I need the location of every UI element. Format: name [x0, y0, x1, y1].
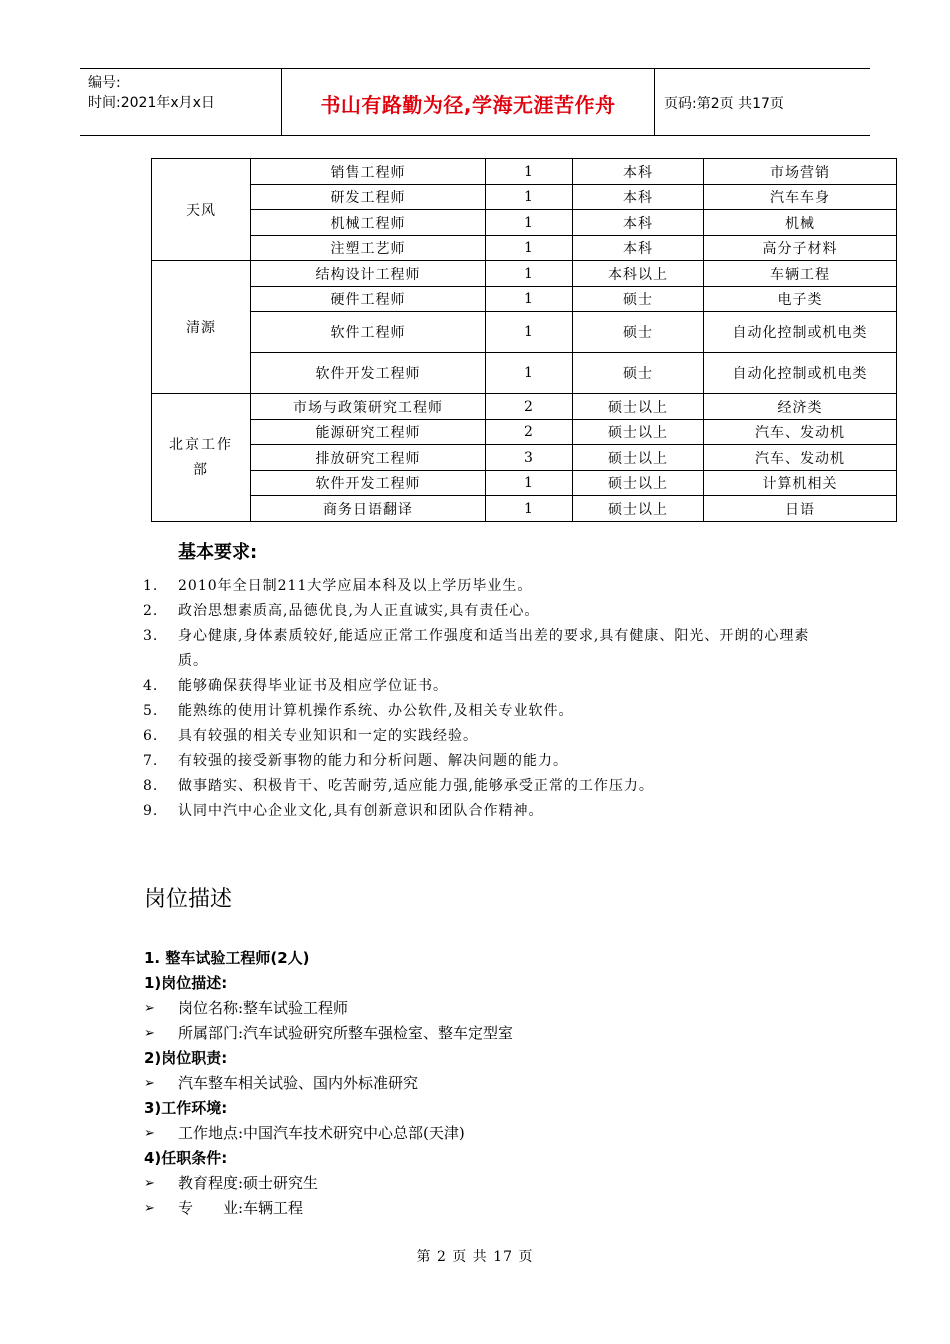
degree-cell: 硕士以上	[573, 420, 704, 445]
section-heading: 2)岗位职责:	[144, 1049, 228, 1067]
list-number: 7.	[143, 753, 159, 769]
list-item	[144, 1121, 844, 1146]
list-item	[144, 1171, 844, 1196]
position-cell: 软件开发工程师	[251, 471, 486, 496]
header-meta	[88, 73, 215, 113]
degree-cell: 硕士	[573, 353, 704, 394]
major-cell: 自动化控制或机电类	[704, 353, 897, 394]
list-number: 1.	[143, 578, 159, 594]
table-row	[152, 420, 897, 445]
count-cell: 1	[486, 496, 573, 522]
header-number: 编号:	[88, 75, 121, 91]
degree-cell: 本科	[573, 159, 704, 185]
major-cell: 日语	[704, 496, 897, 522]
major-cell: 汽车、发动机	[704, 420, 897, 445]
group-cell: 天风	[152, 159, 251, 261]
section-heading: 1)岗位描述:	[144, 974, 228, 992]
major-cell: 经济类	[704, 394, 897, 420]
major-cell: 市场营销	[704, 159, 897, 185]
arrowhead-bullet-icon: ➢	[144, 1026, 155, 1041]
table-row	[152, 287, 897, 312]
list-text: 政治思想素质高,品德优良,为人正直诚实,具有责任心。	[178, 603, 540, 619]
list-text: 具有较强的相关专业知识和一定的实践经验。	[178, 728, 478, 744]
position-cell: 销售工程师	[251, 159, 486, 185]
position-cell: 硬件工程师	[251, 287, 486, 312]
count-cell: 1	[486, 287, 573, 312]
header-motto: 书山有路勤为径,学海无涯苦作舟	[320, 93, 616, 117]
position-cell: 机械工程师	[251, 210, 486, 236]
list-item	[144, 996, 844, 1021]
count-cell: 2	[486, 420, 573, 445]
list-text: 能熟练的使用计算机操作系统、办公软件,及相关专业软件。	[178, 703, 574, 719]
major-cell: 自动化控制或机电类	[704, 312, 897, 353]
list-text: 身心健康,身体素质较好,能适应正常工作强度和适当出差的要求,具有健康、阳光、开朗的心理素质。	[178, 628, 810, 669]
page-footer: 第 2 页 共 17 页	[416, 1249, 534, 1265]
major-cell: 电子类	[704, 287, 897, 312]
group-name: 北京工作部	[169, 436, 233, 478]
major-cell: 高分子材料	[704, 236, 897, 261]
table-row	[152, 471, 897, 496]
list-item	[144, 1021, 844, 1046]
list-text: 能够确保获得毕业证书及相应学位证书。	[178, 678, 448, 694]
list-number: 4.	[143, 678, 159, 694]
count-cell: 1	[486, 312, 573, 353]
list-item	[143, 799, 843, 824]
header-divider	[654, 69, 655, 135]
list-number: 6.	[143, 728, 159, 744]
major-cell: 车辆工程	[704, 261, 897, 287]
count-cell: 2	[486, 394, 573, 420]
degree-cell: 硕士	[573, 287, 704, 312]
list-item	[143, 574, 843, 599]
table-row	[152, 496, 897, 522]
list-text: 2010年全日制211大学应届本科及以上学历毕业生。	[178, 578, 533, 594]
position-cell: 注塑工艺师	[251, 236, 486, 261]
list-item	[144, 1196, 844, 1221]
table-row	[152, 445, 897, 471]
table-row	[152, 185, 897, 210]
group-cell: 清源	[152, 261, 251, 394]
section-title: 岗位描述	[144, 887, 233, 912]
position-cell: 排放研究工程师	[251, 445, 486, 471]
table-row	[152, 353, 897, 394]
major-cell: 汽车、发动机	[704, 445, 897, 471]
header-page-number: 页码:第2页 共17页	[664, 96, 784, 112]
list-item	[143, 699, 843, 724]
position-cell: 结构设计工程师	[251, 261, 486, 287]
job-description	[144, 946, 844, 1221]
arrowhead-bullet-icon: ➢	[144, 1201, 155, 1216]
list-number: 2.	[143, 603, 159, 619]
count-cell: 1	[486, 185, 573, 210]
list-text: 做事踏实、积极肯干、吃苦耐劳,适应能力强,能够承受正常的工作压力。	[178, 778, 654, 794]
jobs-table	[151, 158, 897, 522]
degree-cell: 硕士以上	[573, 496, 704, 522]
degree-cell: 硕士以上	[573, 471, 704, 496]
arrowhead-bullet-icon: ➢	[144, 1076, 155, 1091]
requirements-title: 基本要求:	[178, 542, 258, 563]
list-text: 有较强的接受新事物的能力和分析问题、解决问题的能力。	[178, 753, 568, 769]
list-item	[143, 774, 843, 799]
count-cell: 1	[486, 236, 573, 261]
count-cell: 1	[486, 159, 573, 185]
list-item	[143, 749, 843, 774]
table-row	[152, 236, 897, 261]
position-cell: 研发工程师	[251, 185, 486, 210]
count-cell: 3	[486, 445, 573, 471]
list-text: 汽车整车相关试验、国内外标准研究	[178, 1074, 419, 1092]
count-cell: 1	[486, 471, 573, 496]
position-cell: 软件工程师	[251, 312, 486, 353]
degree-cell: 本科	[573, 210, 704, 236]
position-cell: 软件开发工程师	[251, 353, 486, 394]
table-row	[152, 312, 897, 353]
list-text: 岗位名称:整车试验工程师	[178, 999, 349, 1017]
arrowhead-bullet-icon: ➢	[144, 1126, 155, 1141]
degree-cell: 硕士	[573, 312, 704, 353]
position-cell: 能源研究工程师	[251, 420, 486, 445]
count-cell: 1	[486, 210, 573, 236]
major-cell: 计算机相关	[704, 471, 897, 496]
arrowhead-bullet-icon: ➢	[144, 1176, 155, 1191]
list-text: 所属部门:汽车试验研究所整车强检室、整车定型室	[178, 1024, 514, 1042]
group-cell	[152, 394, 251, 522]
list-text: 认同中汽中心企业文化,具有创新意识和团队合作精神。	[178, 803, 544, 819]
section-heading: 4)任职条件:	[144, 1149, 228, 1167]
count-cell: 1	[486, 261, 573, 287]
list-text: 教育程度:硕士研究生	[178, 1174, 319, 1192]
arrowhead-bullet-icon: ➢	[144, 1001, 155, 1016]
requirements-list	[143, 574, 843, 824]
list-item	[143, 724, 843, 749]
major-cell: 汽车车身	[704, 185, 897, 210]
page-header	[80, 68, 870, 136]
list-number: 8.	[143, 778, 159, 794]
job-title: 1. 整车试验工程师(2人)	[144, 949, 310, 967]
position-cell: 商务日语翻译	[251, 496, 486, 522]
list-item	[143, 624, 818, 674]
list-item	[143, 674, 843, 699]
table-row	[152, 210, 897, 236]
list-number: 5.	[143, 703, 159, 719]
degree-cell: 本科以上	[573, 261, 704, 287]
count-cell: 1	[486, 353, 573, 394]
list-item	[144, 1071, 844, 1096]
major-cell: 机械	[704, 210, 897, 236]
section-heading: 3)工作环境:	[144, 1099, 228, 1117]
degree-cell: 本科	[573, 236, 704, 261]
list-item	[143, 599, 843, 624]
list-text: 工作地点:中国汽车技术研究中心总部(天津)	[178, 1124, 465, 1142]
degree-cell: 本科	[573, 185, 704, 210]
degree-cell: 硕士以上	[573, 394, 704, 420]
position-cell: 市场与政策研究工程师	[251, 394, 486, 420]
list-text: 专 业:车辆工程	[178, 1199, 304, 1217]
table-row	[152, 159, 897, 185]
table-row	[152, 261, 897, 287]
table-row	[152, 394, 897, 420]
header-time: 时间:2021年x月x日	[88, 95, 215, 111]
list-number: 9.	[143, 803, 159, 819]
degree-cell: 硕士以上	[573, 445, 704, 471]
list-number: 3.	[143, 628, 159, 644]
